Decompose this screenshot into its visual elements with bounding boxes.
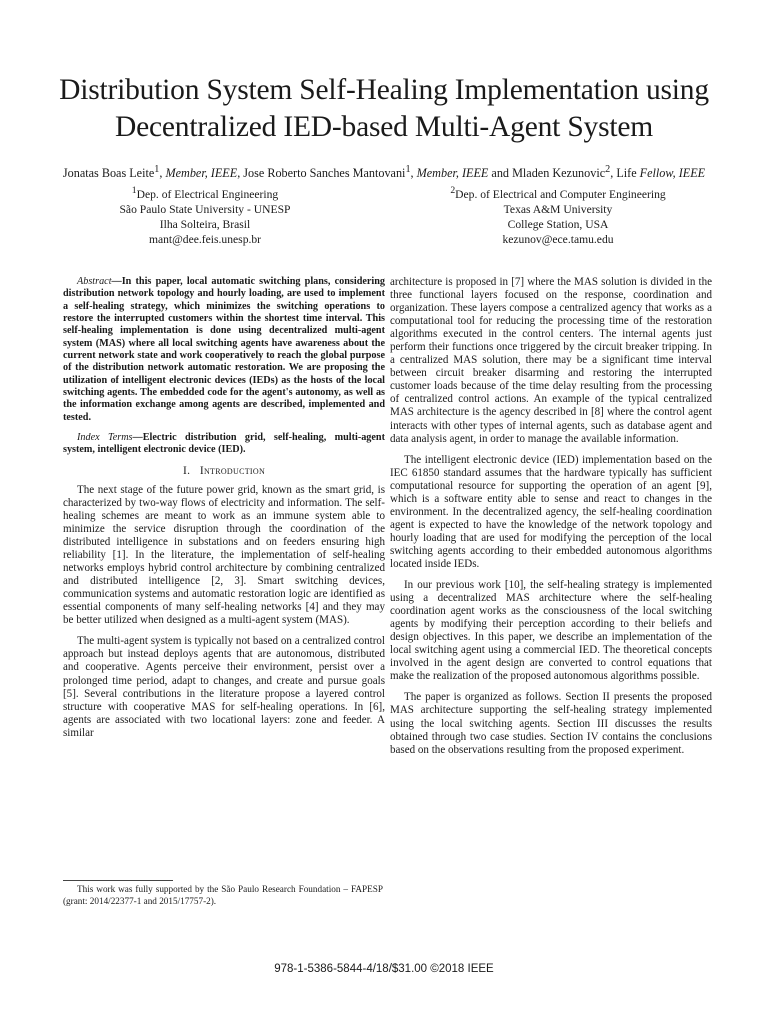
title-line-1: Distribution System Self-Healing Implementation using: [59, 74, 709, 106]
section-title: Introduction: [199, 464, 266, 477]
abstract-text: In this paper, local automatic switching plans, considering distribution network topology and hourly loading, are used to implement a self-healing strategy, which minimizes the switching operations to restore the interrupted customers within the shortest time interval. This self-healing implementation is done using decentralized multi-agent system (MAS) where all local switching agents have awareness about the current network state and work cooperatively to reach the global purpose of the distribution network automatic restoration. We are proposing the utilization of intelligent electronic devices (IEDs) as the hosts of the local switching agents. The embedded code for the agent's autonomy, as well as the information exchange among agents are described, implemented and tested.: [63, 276, 385, 423]
right-column: [390, 276, 712, 765]
affiliation-right-city: College Station, USA: [507, 217, 609, 231]
author-2-name: Jose Roberto Sanches Mantovani: [243, 166, 406, 181]
funding-footnote: This work was fully supported by the São Paulo Research Foundation – FAPESP (grant: 2014/22377-1 and 2015/17757-2).: [63, 884, 383, 906]
section-heading-introduction: [63, 465, 385, 478]
author-2-sup: 1: [405, 164, 411, 175]
affiliation-left: [60, 183, 350, 247]
intro-paragraph-1: The next stage of the future power grid, known as the smart grid, is characterized by two-way flows of electricity and information. The self-healing schemes are meant to work as an immune system able to minimize the service disruption through the coordination of the distributed intelligence in substations and on feeders ensuring high reliability [1]. In the literature, the implementation of self-healing networks employs hybrid control architecture by combining centralized and distributed intelligence [2, 3]. Smart switching devices, communication systems and automatic restoration logic are identified as essential components of many self-healing networks [4] and they may be better utilized when designed as a multi-agent system (MAS).: [63, 483, 385, 627]
affiliation-left-dept-text: Dep. of Electrical Engineering: [136, 187, 279, 201]
affiliation-left-univ: São Paulo State University - UNESP: [119, 202, 291, 216]
right-paragraph-1: architecture is proposed in [7] where the MAS solution is divided in the three functional layers focused on the response, coordination and organization. These layers compose a centralized agency that works as a computational tool for reducing the processing time of the restoration algorithms executed in the control centers. The internal agents just perform their functions once triggered by the circuit breaker tripping. In a centralized MAS solution, there may be a significant time interval between circuit breaker disarming and restoring the interrupted customer loads because of the time delay resulting from the processing of centralized control actions. An example of the typical centralized MAS architecture is the agency described in [8] where the control agent interacts with other types of internal agents, such as database agent and data analysis agent, in order to manage the available information.: [390, 276, 712, 445]
affiliation-left-city: Ilha Solteira, Brasil: [159, 217, 251, 231]
affiliation-left-email: mant@dee.feis.unesp.br: [148, 232, 262, 246]
paper-title: [20, 72, 748, 146]
affiliation-right-univ: Texas A&M University: [503, 202, 613, 216]
section-number: I.: [182, 464, 191, 477]
author-1-role: Member, IEEE: [165, 166, 238, 181]
copyright-footer: 978-1-5386-5844-4/18/$31.00 ©2018 IEEE: [274, 963, 494, 975]
author-2-role: Member, IEEE: [416, 166, 489, 181]
author-1-name: Jonatas Boas Leite: [62, 166, 155, 181]
affiliation-left-sup: 1: [131, 185, 137, 196]
author-3-role: Fellow, IEEE: [639, 166, 706, 181]
author-and: and: [491, 166, 510, 181]
author-3-sup: 2: [605, 164, 611, 175]
abstract: [63, 276, 385, 424]
affiliation-right-sup: 2: [450, 185, 456, 196]
abstract-dash: —: [111, 276, 122, 287]
footnote-divider: [63, 880, 173, 881]
right-paragraph-3: In our previous work [10], the self-healing strategy is implemented using a decentralized MAS architecture where the self-healing coordination agent works as the consciousness of the local switching agents by modifying their perception according to their beliefs and design objectives. In this paper, we describe an implementation of the local switching agent using a commercial IED. The theoretical concepts involved in the agent design are converted to control equations that make the realization of the proposed autonomous algorithms possible.: [390, 579, 712, 683]
affiliation-right: [408, 183, 708, 247]
author-line: Jonatas Boas Leite$^1$, Member, IEEE, Jose Roberto Sanches Mantovani$^1$, Member, IEEE and Mladen Kezunovic$^2$, Life Fellow, IEEE: [62, 164, 706, 181]
index-terms-label: Index Terms: [77, 432, 133, 444]
author-1-sup: 1: [154, 164, 160, 175]
title-line-2: Decentralized IED-based Multi-Agent System: [115, 111, 653, 143]
left-column: [63, 276, 385, 748]
affiliation-right-dept-text: Dep. of Electrical and Computer Engineering: [455, 187, 666, 201]
abstract-label: Abstract: [77, 276, 112, 287]
intro-paragraph-2: The multi-agent system is typically not based on a centralized control approach but instead deploys agents that are autonomous, distributed and cooperative. Agents perceive their environment, persist over a prolonged time period, adapt to changes, and create and pursue goals [5]. Several contributions in the literature propose a layered control structure with cooperative MAS for self-healing operations. In [6], agents are associated with two locational layers: zone and feeder. A similar: [63, 635, 385, 739]
author-3-role-prefix: Life: [616, 166, 637, 181]
index-terms: [63, 432, 385, 457]
author-3-name: Mladen Kezunovic: [512, 166, 606, 181]
affiliation-right-email: kezunov@ece.tamu.edu: [502, 232, 614, 246]
index-terms-text: Electric distribution grid, self-healing, multi-agent system, intelligent electronic device (IED).: [63, 432, 385, 456]
right-paragraph-2: The intelligent electronic device (IED) implementation based on the IEC 61850 standard assumes that the hardware typically has sufficient computational resource for supporting the operation of an agent [9], which is a software entity able to sense and react to changes in the environment. In the decentralized agency, the self-healing coordination agent is expected to have the knowledge of the network topology and hourly loading that are used for modifying the perception of the local switching agents according to their embedded autonomous algorithms located inside IEDs.: [390, 453, 712, 570]
right-paragraph-4: The paper is organized as follows. Section II presents the proposed MAS architecture supporting the self-healing strategy implemented using the local switching agents. Section III discusses the results obtained through two case studies. Section IV contains the conclusions based on the observations resulting from the proposed experiment.: [390, 691, 712, 756]
affiliation-right-dept: [408, 183, 708, 202]
affiliation-left-dept: [60, 183, 350, 202]
index-terms-dash: —: [132, 432, 143, 444]
